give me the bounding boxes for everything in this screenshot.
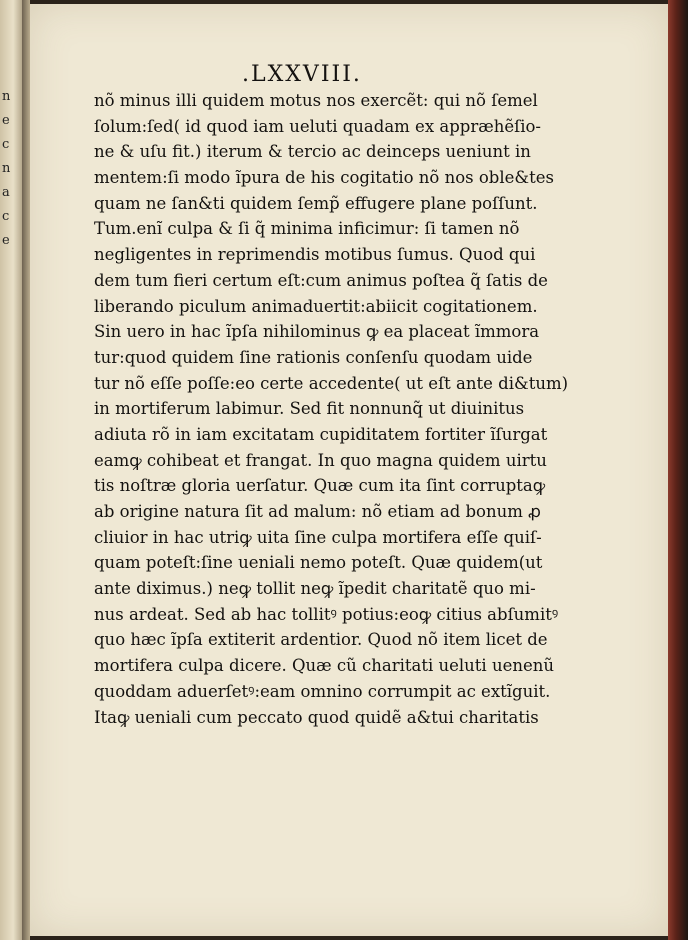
text-line: quo hæc ĩpſa extiterit ardentior. Quod nõ item licet de <box>94 630 548 650</box>
page-edge-binding <box>668 0 688 940</box>
text-line: nõ minus illi quidem motus nos exercẽt: qui nõ ſemel <box>94 91 538 110</box>
text-line: ab origine natura ſit ad malum: nõ etiam ad bonum ꝓ <box>94 502 541 521</box>
text-line: tis noſtræ gloria uerſatur. Quæ cum ita ſint corruptaꝙ <box>94 476 546 496</box>
text-line: eamꝙ cohibeat et frangat. In quo magna quidem uirtu <box>94 450 547 470</box>
text-line: negligentes in reprimendis motibus ſumus. Quod qui <box>94 245 536 265</box>
left-page-letter: e <box>2 233 10 248</box>
text-line: mentem:ſi modo ĩpura de his cogitatio nõ nos oble&tes <box>94 168 554 188</box>
text-line: tur nõ eſſe poſſe:eo certe accedente( ut eſt ante di&tum) <box>94 373 569 393</box>
text-line: ante diximus.) neꝙ tollit neꝙ ĩpedit charitatẽ quo mi- <box>94 579 536 599</box>
text-line: quam poteſt:ſine ueniali nemo poteſt. Quæ quidem(ut <box>94 553 543 573</box>
left-page-letter: c <box>2 137 10 152</box>
left-page-letter: c <box>2 209 10 224</box>
text-line: dem tum fieri certum eſt:cum animus poſtea q̃ ſatis de <box>94 270 548 290</box>
text-line: ſolum:ſed( id quod iam ueluti quadam ex appræhẽſio- <box>94 116 542 136</box>
text-line: nus ardeat. Sed ab hac tollitꝰ potius:eoꝙ citius abſumitꝰ <box>94 604 559 624</box>
left-page-letter: a <box>2 185 10 200</box>
text-line: Tum.enĩ culpa & ſi q̃ minima inficimur: ſi tamen nõ <box>94 219 520 239</box>
text-line: quam ne ſan&ti quidem ſemp̃ effugere plane poſſunt. <box>94 193 538 213</box>
left-page-letter: n <box>2 89 11 104</box>
left-page-letters <box>2 85 16 253</box>
text-line: cliuior in hac utriꝙ uita ſine culpa mortifera eſſe quiſ- <box>94 527 542 547</box>
text-line: mortifera culpa dicere. Quæ cũ charitati ueluti uenenũ <box>94 656 554 676</box>
text-block <box>94 88 569 730</box>
folio-number: .LXXVIII. <box>242 62 362 87</box>
text-line: liberando piculum animaduertit:abiicit cogitationem. <box>94 296 538 316</box>
book-page <box>30 4 668 936</box>
book-gutter <box>22 0 30 940</box>
text-line: Sin uero in hac ĩpſa nihilominus ꝙ ea placeat ĩmmora <box>94 322 540 342</box>
left-page-letter: n <box>2 161 11 176</box>
text-line: quoddam aduerſetꝰ:eam omnino corrumpit ac extĩguit. <box>94 681 551 701</box>
text-line: ne & uſu fit.) iterum & tercio ac deinceps ueniunt in <box>94 142 531 162</box>
text-line: tur:quod quidem ſine rationis conſenſu quodam uide <box>94 347 533 367</box>
text-line: Itaꝙ ueniali cum peccato quod quidẽ a&tui charitatis <box>94 707 539 727</box>
left-page-letter: e <box>2 113 10 128</box>
left-page-edge <box>0 0 22 940</box>
text-line: adiuta rõ in iam excitatam cupiditatem fortiter ĩſurgat <box>94 424 548 444</box>
text-line: in mortiferum labimur. Sed fit nonnunq̃ ut diuinitus <box>94 399 525 419</box>
